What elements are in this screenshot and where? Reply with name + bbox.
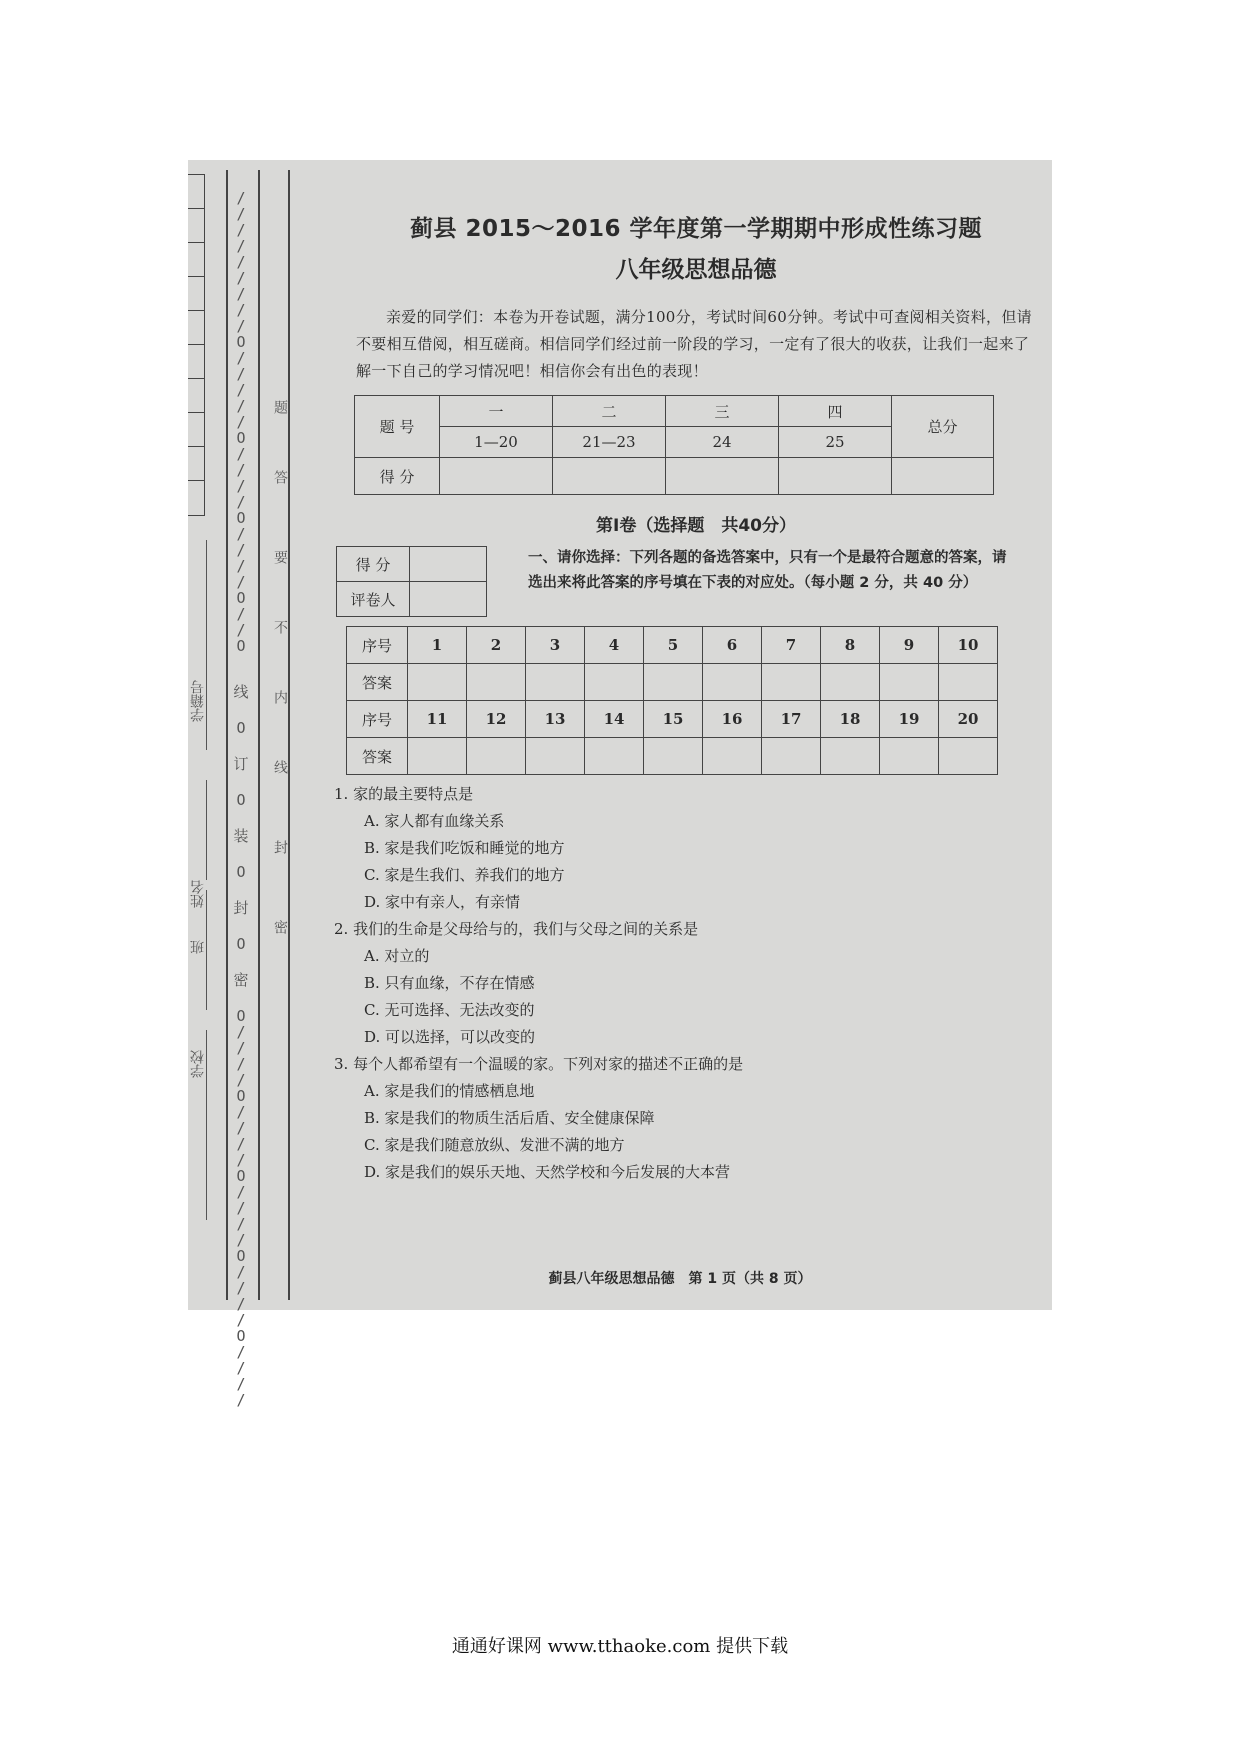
answer-cell[interactable] [467,738,526,775]
answer-cell[interactable] [939,738,998,775]
seal-word-5: 密 [233,971,249,989]
q-num: 18 [821,701,880,738]
answer-cell[interactable] [703,664,762,701]
notice-char-6: 要 [272,550,288,564]
grader-table [336,546,487,617]
exam-content [334,210,1036,1186]
exam-paper-photo [188,160,1052,1409]
name-line [206,780,207,880]
option: A. 家是我们的情感栖息地 [364,1082,535,1100]
section-instructions: 一、请你选择：下列各题的备选答案中，只有一个是最符合题意的答案，请选出来将此答案的序号填在下表的对应处。（每小题 2 分，共 40 分） [528,550,1007,591]
grader-score-label: 得 分 [337,547,410,582]
answer-cell[interactable] [408,738,467,775]
option: B. 家是我们吃饭和睡觉的地方 [364,839,565,857]
exam-subtitle: 八年级思想品德 [615,257,777,283]
q-num: 16 [703,701,762,738]
notice-char-8: 题 [272,400,288,414]
option: A. 对立的 [364,947,430,965]
answer-cell[interactable] [880,664,939,701]
range-3: 24 [666,427,779,458]
question-2 [334,916,1036,1051]
range-4: 25 [779,427,892,458]
option: C. 家是我们随意放纵、发泄不满的地方 [364,1136,625,1154]
notice-char-4: 内 [272,690,288,704]
seal-dash-strip: / / / / / / / / / O / / / / / O / / / / O / / / / O / / O 线 O 订 O 装 O 封 O 密 O / / / / O / / / / O / / / / O / / / / O / / / / [230,190,252,1270]
notice-char-7: 答 [272,470,288,484]
grader-name-cell[interactable] [410,582,487,617]
question-stem: 3. 每个人都希望有一个温暖的家。下列对家的描述不正确的是 [334,1055,744,1073]
name-label: 姓名 [190,880,206,908]
option: D. 家是我们的娱乐天地、天然学校和今后发展的大本营 [364,1163,731,1181]
section-4: 四 [779,396,892,427]
option: D. 家中有亲人，有亲情 [364,893,521,911]
student-no-label: 学籍号 [190,680,206,722]
answer-cell[interactable] [644,738,703,775]
binding-line-middle [258,170,260,1300]
answer-cell[interactable] [821,738,880,775]
question-stem: 2. 我们的生命是父母给与的，我们与父母之间的关系是 [334,920,699,938]
answer-cell[interactable] [703,738,762,775]
volume-title: 第Ⅰ卷（选择题 共40分） [596,516,796,536]
binding-line-inner [288,170,290,1300]
seal-word-3: 装 [233,827,249,845]
option: B. 家是我们的物质生活后盾、安全健康保障 [364,1109,655,1127]
answer-cell[interactable] [880,738,939,775]
range-1: 1—20 [440,427,553,458]
download-credit: 通通好课网 www.tthaoke.com 提供下载 [451,1636,789,1657]
q-num: 5 [644,627,703,664]
answer-cell[interactable] [526,664,585,701]
question-1 [334,781,1036,916]
q-num: 8 [821,627,880,664]
score-cell[interactable] [553,458,666,495]
question-stem: 1. 家的最主要特点是 [334,785,474,803]
q-num: 3 [526,627,585,664]
grader-name-label: 评卷人 [337,582,410,617]
score-table [354,395,994,495]
seat-number-grid [188,174,205,516]
ans-label: 答案 [347,664,408,701]
q-num: 2 [467,627,526,664]
option: B. 只有血缘，不存在情感 [364,974,535,992]
q-num: 15 [644,701,703,738]
option: C. 家是生我们、养我们的地方 [364,866,565,884]
q-num: 13 [526,701,585,738]
notice-char-5: 不 [272,620,288,634]
score-row-label: 题 号 [355,396,440,458]
answer-cell[interactable] [585,738,644,775]
score-cell[interactable] [666,458,779,495]
q-num: 14 [585,701,644,738]
answer-cell[interactable] [526,738,585,775]
q-num: 6 [703,627,762,664]
grader-score-cell[interactable] [410,547,487,582]
q-num: 4 [585,627,644,664]
answer-cell[interactable] [762,664,821,701]
q-num: 17 [762,701,821,738]
exam-intro: 亲爱的同学们：本卷为开卷试题，满分100分，考试时间60分钟。考试中可查阅相关资料，但请不要相互借阅，相互磋商。相信同学们经过前一阶段的学习，一定有了很大的收获，让我们一起来了解一下自己的学习情况吧！相信你会有出色的表现！ [356,308,1032,380]
binding-line-outer [226,170,228,1300]
section-1: 一 [440,396,553,427]
q-num: 10 [939,627,998,664]
section-2: 二 [553,396,666,427]
q-num: 12 [467,701,526,738]
q-num: 9 [880,627,939,664]
school-label: 学校 [190,1050,206,1078]
answer-cell[interactable] [585,664,644,701]
score-cell[interactable] [440,458,553,495]
seal-word-4: 封 [233,899,249,917]
exam-title: 蓟县 2015～2016 学年度第一学期期中形成性练习题 [409,216,983,242]
option: C. 无可选择、无法改变的 [364,1001,535,1019]
seal-word-2: 订 [233,755,249,773]
section-one-header [350,546,1036,620]
q-num: 19 [880,701,939,738]
score-label: 得 分 [355,458,440,495]
total-label: 总分 [892,396,994,458]
q-num: 20 [939,701,998,738]
option: A. 家人都有血缘关系 [364,812,505,830]
section-3: 三 [666,396,779,427]
notice-char-2: 封 [272,840,288,854]
page-footer: 蓟县八年级思想品德 第 1 页（共 8 页） [548,1271,812,1287]
notice-char-3: 线 [272,760,288,774]
answer-cell[interactable] [821,664,880,701]
seq-label: 序号 [347,627,408,664]
answer-cell[interactable] [644,664,703,701]
question-3 [334,1051,1036,1186]
option: D. 可以选择，可以改变的 [364,1028,536,1046]
answer-cell[interactable] [467,664,526,701]
answer-table [346,626,998,775]
range-2: 21—23 [553,427,666,458]
q-num: 7 [762,627,821,664]
answer-cell[interactable] [939,664,998,701]
total-score-cell[interactable] [892,458,994,495]
answer-cell[interactable] [408,664,467,701]
score-cell[interactable] [779,458,892,495]
notice-char-1: 密 [272,920,288,934]
q-num: 1 [408,627,467,664]
seal-word-1: 线 [233,683,249,701]
answer-cell[interactable] [762,738,821,775]
class-label: 班 [190,940,206,954]
ans-label: 答案 [347,738,408,775]
seq-label: 序号 [347,701,408,738]
q-num: 11 [408,701,467,738]
